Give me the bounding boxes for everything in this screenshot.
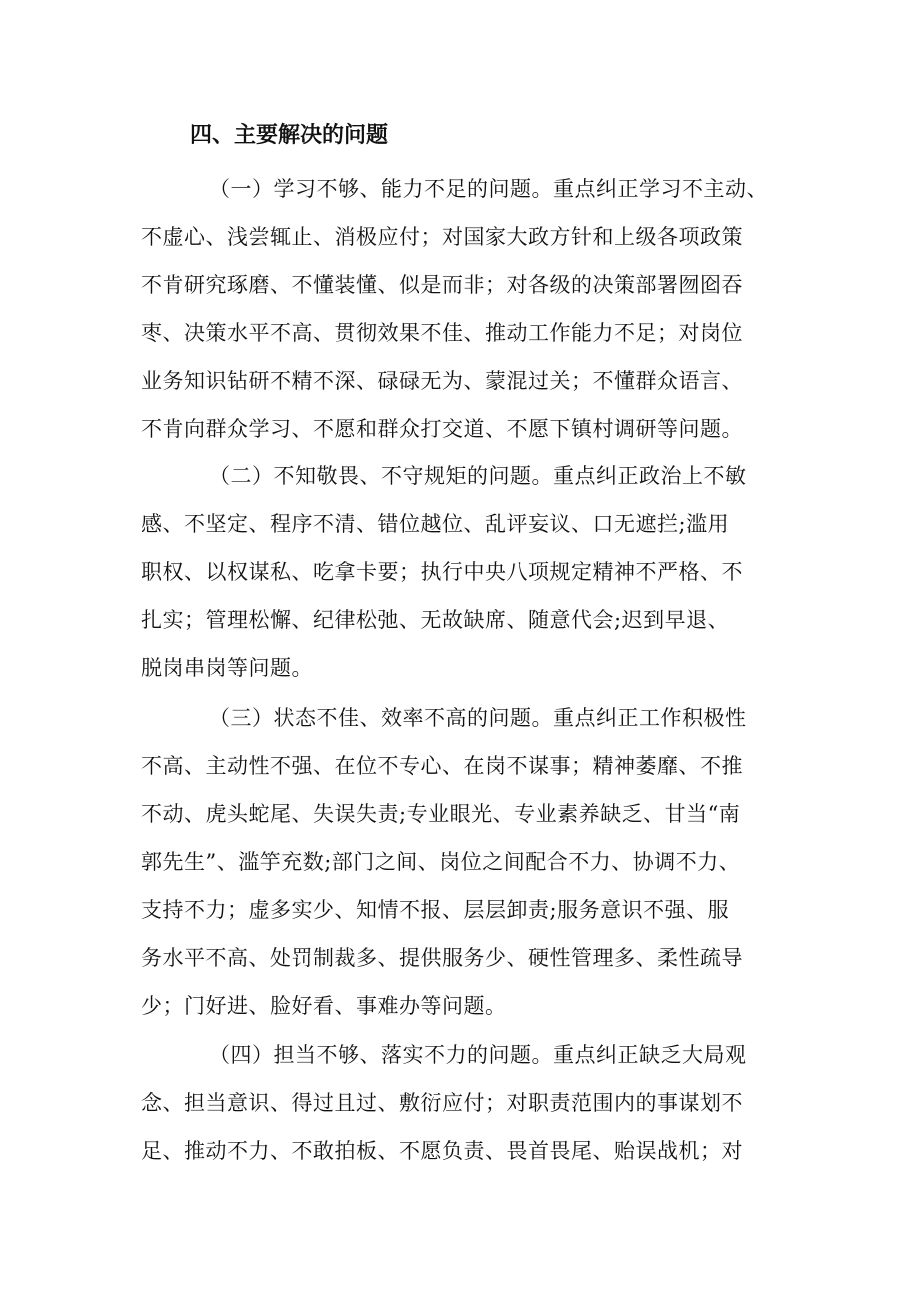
text-line: （三）状态不佳、效率不高的问题。重点纠正工作积极性 xyxy=(209,706,747,730)
text-line: 少；门好进、脸好看、事难办等问题。 xyxy=(141,994,507,1018)
text-line: （一）学习不够、能力不足的问题。重点纠正学习不主动、 xyxy=(209,177,768,201)
text-line: 职权、以权谋私、吃拿卡要；执行中央八项规定精神不严格、不 xyxy=(141,560,743,584)
text-line: 念、担当意识、得过且过、敷衍应付；对职责范围内的事谋划不 xyxy=(141,1091,743,1115)
section-heading: 四、主要解决的问题 xyxy=(190,123,389,148)
paragraph-2 xyxy=(141,452,821,692)
paragraph-1 xyxy=(141,165,821,453)
text-line: 郭先生”、滥竽充数;部门之间、岗位之间配合不力、协调不力、 xyxy=(141,850,741,874)
text-line: 不肯向群众学习、不愿和群众打交道、不愿下镇村调研等问题。 xyxy=(141,417,743,441)
text-line: （四）担当不够、落实不力的问题。重点纠正缺乏大局观 xyxy=(209,1043,747,1067)
text-line: 不动、虎头蛇尾、失误失责;专业眼光、专业素养缺乏、甘当“南 xyxy=(141,802,741,826)
text-line: 感、不坚定、程序不清、错位越位、乱评妄议、口无遮拦;滥用 xyxy=(141,512,730,536)
text-line: （二）不知敬畏、不守规矩的问题。重点纠正政治上不敏 xyxy=(209,464,747,488)
text-line: 扎实；管理松懈、纪律松弛、无故缺席、随意代会;迟到早退、 xyxy=(141,608,730,632)
text-line: 足、推动不力、不敢拍板、不愿负责、畏首畏尾、贻误战机；对 xyxy=(141,1139,743,1163)
text-line: 不虚心、浅尝辄止、消极应付；对国家大政方针和上级各项政策 xyxy=(141,225,743,249)
paragraph-4 xyxy=(141,1031,821,1175)
text-line: 脱岗串岗等问题。 xyxy=(141,656,313,680)
text-line: 业务知识钻研不精不深、碌碌无为、蒙混过关；不懂群众语言、 xyxy=(141,369,743,393)
text-line: 枣、决策水平不高、贯彻效果不佳、推动工作能力不足；对岗位 xyxy=(141,321,743,345)
text-line: 不高、主动性不强、在位不专心、在岗不谋事；精神萎靡、不推 xyxy=(141,754,743,778)
text-line: 不肯研究琢磨、不懂装懂、似是而非；对各级的决策部署囫囵吞 xyxy=(141,273,743,297)
text-line: 支持不力；虚多实少、知情不报、层层卸责;服务意识不强、服 xyxy=(141,898,730,922)
text-line: 务水平不高、处罚制裁多、提供服务少、硬性管理多、柔性疏导 xyxy=(141,946,743,970)
paragraph-3 xyxy=(141,694,821,1030)
